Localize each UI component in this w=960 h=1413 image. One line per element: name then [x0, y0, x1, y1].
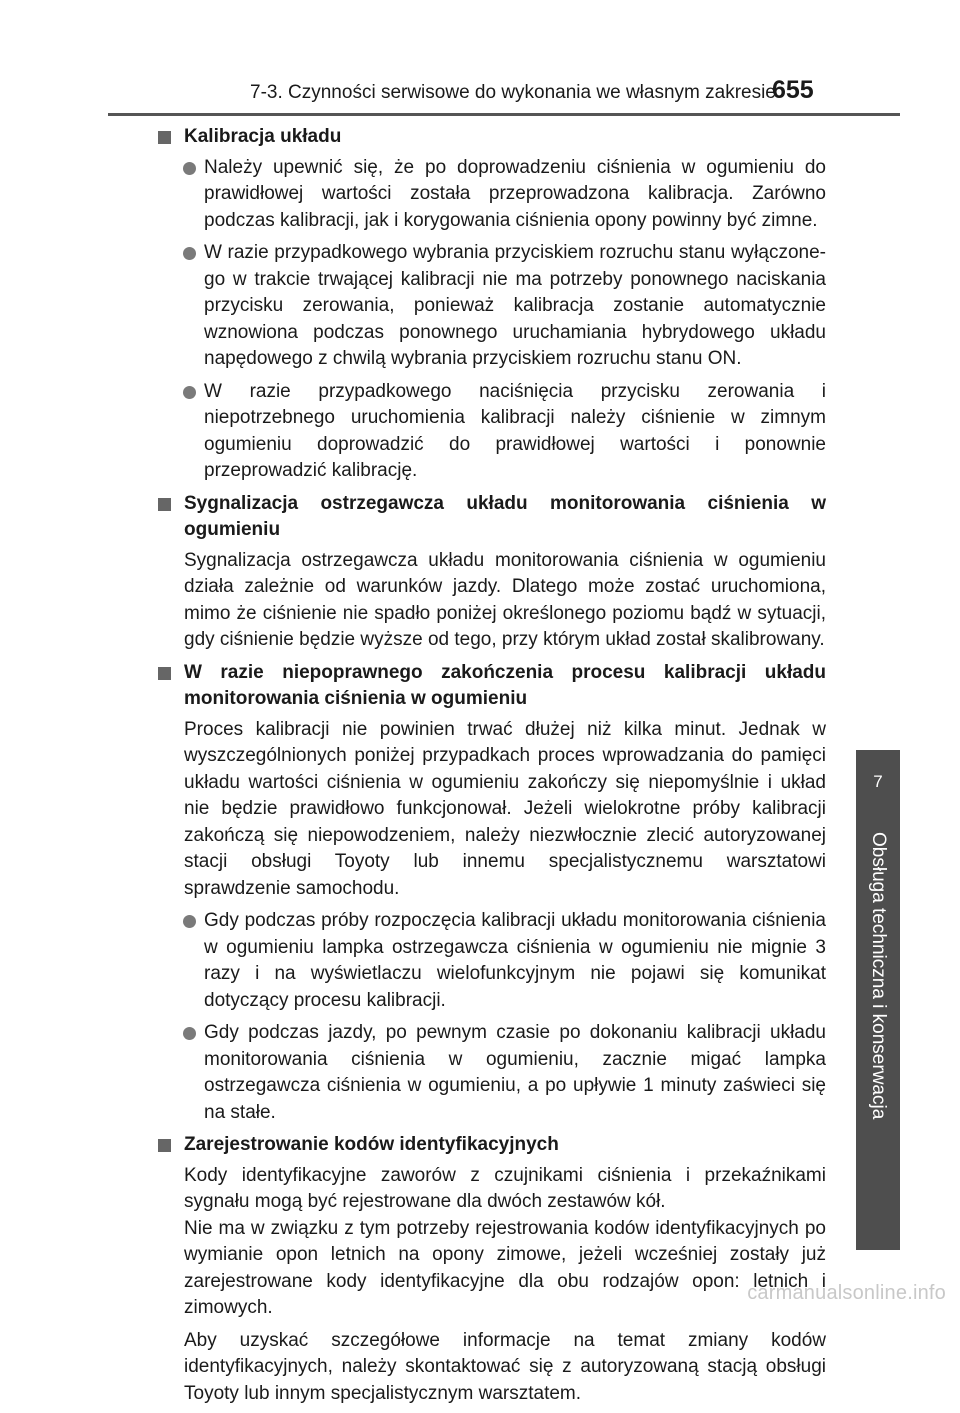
bullet-text: W razie przypadkowego naciśnięcia przycisku zerowania i niepotrzebnego uruchomienia kalibracji należy ciśnienie w zimnym ogumieniu doprowadzić do prawidłowej wartości i ponownie przeprowadzić kalibrację. — [204, 380, 826, 481]
bullet-item — [158, 155, 826, 235]
paragraph — [158, 1163, 826, 1322]
bullet-text: Należy upewnić się, że po doprowadzeniu ciśnienia w ogumieniu do prawidłowej wartości została przeprowadzona kalibracja. Zarówno podczas kalibracji, jak i korygowania ciśnienia opony powinny być zimne. — [204, 156, 826, 231]
section-heading-warning — [158, 491, 826, 544]
bullet-text: Gdy podczas jazdy, po pewnym czasie po dokonaniu kalibracji układu monitorowania ciśnienia w ogumieniu, zacznie migać lampka ostrzegawcza ciśnienia w ogumieniu, a po upływie 1 minuty zaświeci się na stałe. — [204, 1022, 826, 1123]
running-header-title: 7-3. Czynności serwisowe do wykonania we własnym zakresie — [250, 82, 776, 103]
chapter-label: Obsługa techniczna i konserwacja — [868, 832, 889, 1120]
page-content — [158, 124, 826, 1413]
section-heading-id-codes — [158, 1132, 826, 1159]
section-heading-calibration — [158, 124, 826, 151]
watermark-text: carmanualsonline.info — [747, 1282, 946, 1304]
section-heading-calibration-failure — [158, 660, 826, 713]
paragraph-line: Nie ma w związku z tym potrzeby rejestrowania kodów identyfikacyjnych po wymianie opon letnich na opony zimowe, jeżeli wcześniej zostały już zarejestrowane kody identyfikacyjne dla obu rodzajów opon: letnich i zimowych. — [184, 1217, 826, 1318]
circle-bullet-icon — [183, 386, 196, 399]
section-heading-text: Sygnalizacja ostrzegawcza układu monitorowania ciśnienia w ogumieniu — [184, 492, 826, 540]
paragraph: Aby uzyskać szczegółowe informacje na temat zmiany kodów identyfikacyjnych, należy skontaktować się z autoryzowaną stacją obsługi Toyoty lub innym specjalistycznym warsztatem. — [184, 1329, 826, 1404]
chapter-side-tab — [856, 750, 900, 1250]
bullet-item — [158, 1020, 826, 1126]
circle-bullet-icon — [183, 247, 196, 260]
paragraph: Sygnalizacja ostrzegawcza układu monitorowania ciśnienia w ogumieniu działa zależnie od warunków jazdy. Dlatego może zostać uruchomiona, mimo że ciśnienie nie spadło poniżej określonego poziomu bądź w sytuacji, gdy ciśnienie będzie wyższe od tego, przy którym układ został skalibrowany. — [184, 549, 826, 650]
page-number: 655 — [772, 76, 814, 104]
section-heading-text: Zarejestrowanie kodów identyfikacyjnych — [184, 1134, 559, 1155]
circle-bullet-icon — [183, 915, 196, 928]
section-heading-text: W razie niepoprawnego zakończenia procesu kalibracji układu monitorowania ciśnienia w ogumieniu — [184, 661, 826, 709]
circle-bullet-icon — [183, 1027, 196, 1040]
bullet-item — [158, 240, 826, 373]
paragraph-line: Kody identyfikacyjne zaworów z czujnikami ciśnienia i przekaźnikami sygnału mogą być rejestrowane dla dwóch zestawów kół. — [184, 1164, 826, 1212]
chapter-number: 7 — [873, 772, 883, 791]
square-bullet-icon — [158, 131, 171, 144]
paragraph: Proces kalibracji nie powinien trwać dłużej niż kilka minut. Jednak w wyszczególnionych poniżej przypadkach proces wprowadzania do pamięci układu wartości ciśnienia w ogumieniu zakończy się niepomyślnie i układ nie będzie prawidłowo funkcjonował. Jeżeli wielokrotne próby kalibracji zakończą się niepowodzeniem, należy niezwłocznie zlecić autoryzowanej stacji obsługi Toyoty lub innemu specjalistycznemu warsztatowi sprawdzenie samochodu. — [184, 718, 826, 899]
circle-bullet-icon — [183, 162, 196, 175]
bullet-text: W razie przypadkowego wybrania przyciskiem rozruchu stanu wyłączone-go w trakcie trwającej kalibracji nie ma potrzeby ponownego naciskania przycisku zerowania, ponieważ kalibracja zostanie automatycznie wznowiona podczas ponownego uruchamiania hybrydowego układu napędowego z chwilą wybrania przyciskiem rozruchu stanu ON. — [204, 242, 826, 369]
square-bullet-icon — [158, 1139, 171, 1152]
square-bullet-icon — [158, 498, 171, 511]
square-bullet-icon — [158, 667, 171, 680]
bullet-item — [158, 379, 826, 485]
header-rule — [108, 113, 900, 116]
section-heading-text: Kalibracja układu — [184, 126, 342, 147]
bullet-text: Gdy podczas próby rozpoczęcia kalibracji układu monitorowania ciśnienia w ogumieniu lampka ostrzegawcza ciśnienia w ogumieniu nie mignie 3 razy i na wyświetlaczu wielofunkcyjnym nie pojawi się komunikat dotyczący procesu kalibracji. — [204, 910, 826, 1011]
bullet-item — [158, 908, 826, 1014]
